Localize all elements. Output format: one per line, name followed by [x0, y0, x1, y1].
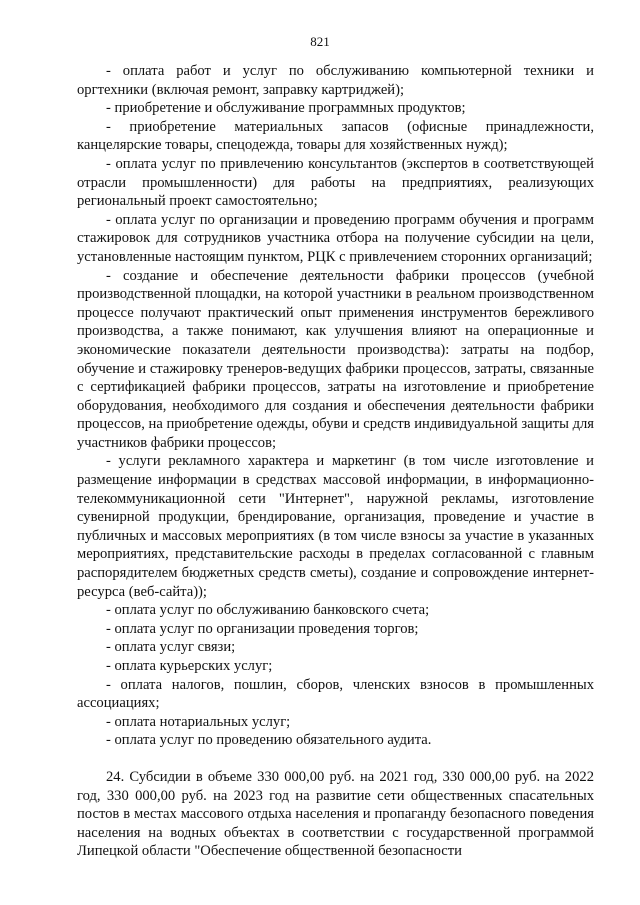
- list-item: - оплата услуг по обслуживанию банковского счета;: [106, 602, 430, 619]
- list-item: - оплата услуг по организации проведения торгов;: [106, 620, 419, 637]
- list-item: - приобретение и обслуживание программных продуктов;: [106, 100, 466, 117]
- list-item: - оплата услуг связи;: [106, 639, 236, 656]
- list-item: - оплата курьерских услуг;: [106, 658, 273, 674]
- list-item: - оплата услуг по привлечению консультантов (экспертов в соответствующей отрасли промышленности) для работы на предприятиях, реализующих региональный проект самостоятельно;: [77, 155, 594, 210]
- list-item: - оплата услуг по проведению обязательного аудита.: [106, 732, 432, 749]
- list-item: - оплата налогов, пошлин, сборов, членских взносов в промышленных ассоциациях;: [77, 676, 594, 712]
- list-item: - оплата нотариальных услуг;: [106, 713, 291, 730]
- list-item: - оплата услуг по организации и проведению программ обучения и программ стажировок для сотрудников участника отбора на получение субсидии на цели, установленные настоящим пунктом, РЦК с привлечением сторонних организаций;: [77, 211, 594, 265]
- section-paragraph: 24. Субсидии в объеме 330 000,00 руб. на 2021 год, 330 000,00 руб. на 2022 год, 330 000,00 руб. на 2023 год на развитие сети общественных спасательных постов в местах массового отдыха населения и пропаганду безопасного поведения населения на водных объектах в соответствии с государственной программой Липецкой области "Обеспечение общественной безопасности: [77, 768, 594, 860]
- list-item: - создание и обеспечение деятельности фабрики процессов (учебной производственной площадки, на которой участники в реальном производственном процессе получают практический опыт применения инструментов бережливого производства, а также понимают, как улучшения влияют на операционные и экономические показатели деятельности производства): затраты на подбор, обучение и стажировку тренеров-ведущих фабрики процессов, затраты, связанные с сертификацией фабрики процессов, затраты на изготовление и приобретение оборудования, необходимого для создания и обеспечения деятельности фабрики процессов, на приобретение одежды, обуви и средств индивидуальной защиты для участников фабрики процессов;: [77, 267, 594, 451]
- list-item: - приобретение материальных запасов (офисные принадлежности, канцелярские товары, спецодежда, товары для хозяйственных нужд);: [77, 118, 594, 154]
- page-number: 821: [310, 34, 330, 49]
- list-item: - услуги рекламного характера и маркетинг (в том числе изготовление и размещение информации в средствах массовой информации, в информационно-телекоммуникационной сети "Интернет", наружной рекламы, изготовление сувенирной продукции, брендирование, организация, проведение и участие в публичных и массовых мероприятиях (в том числе взносы за участие в указанных мероприятиях, представительские расходы в пределах согласованной с главным распорядителем бюджетных средств сметы), создание и сопровождение интернет-ресурса (веб-сайта));: [77, 453, 594, 600]
- list-item: - оплата работ и услуг по обслуживанию компьютерной техники и оргтехники (включая ремонт, заправку картриджей);: [77, 63, 594, 98]
- document-body: [77, 62, 594, 861]
